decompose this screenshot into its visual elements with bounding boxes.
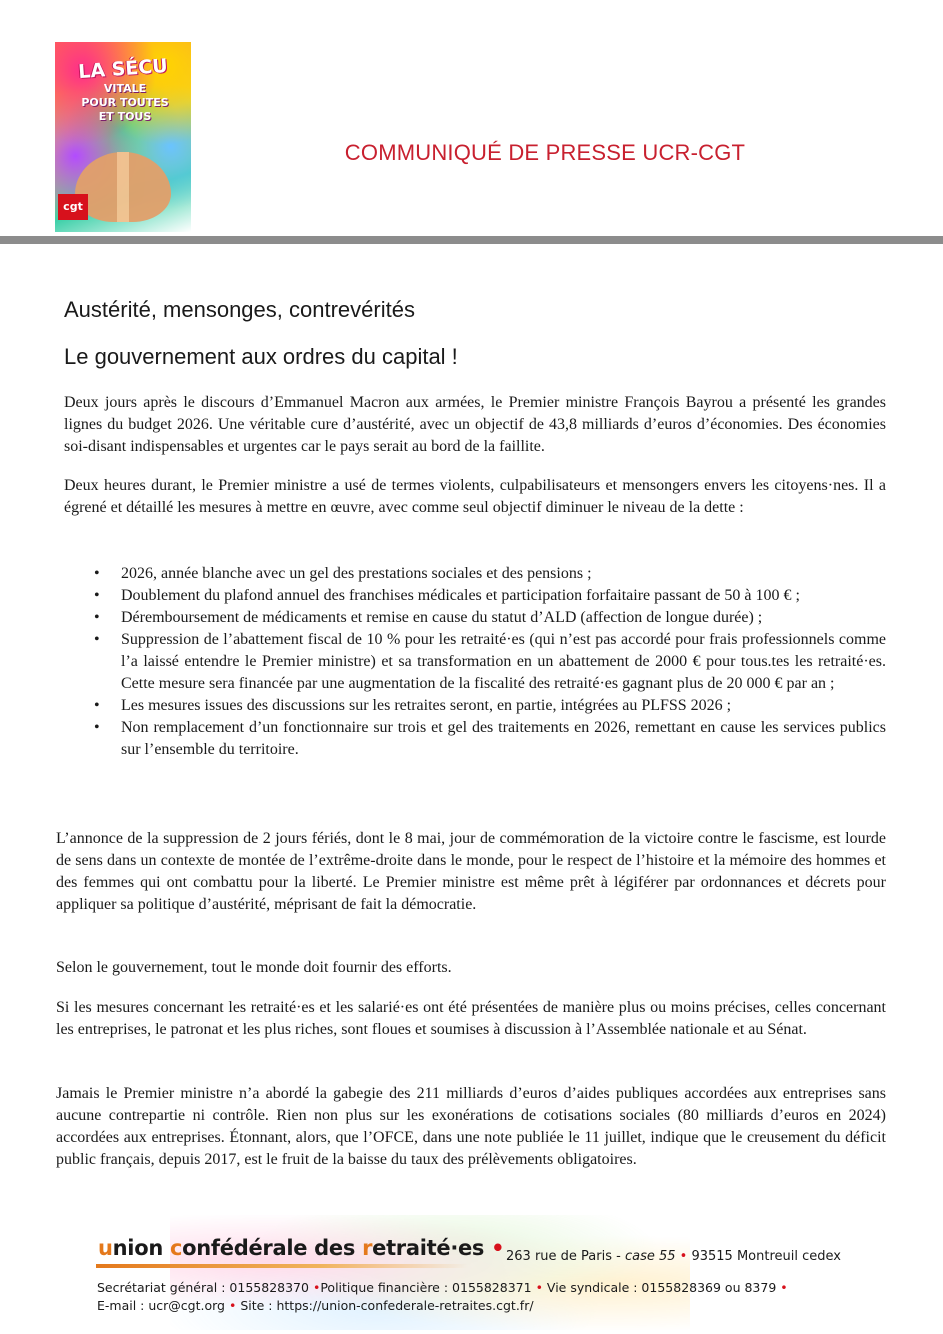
list-item: • Les mesures issues des discussions sur les retraites seront, en partie, intégrées au PLFSS 2026 ; <box>94 695 886 717</box>
contact-web <box>97 1298 534 1313</box>
contact-phones <box>97 1280 788 1295</box>
article-title: Austérité, mensonges, contrevérités <box>64 297 415 322</box>
address-street: 263 rue de Paris - <box>506 1249 625 1264</box>
organization-name <box>98 1236 504 1260</box>
org-initial: r <box>362 1236 373 1260</box>
phone-secretariat: Secrétariat général : 0155828370 <box>97 1280 309 1295</box>
red-bullet: • <box>312 1280 321 1295</box>
red-bullet: • <box>679 1249 688 1264</box>
press-release-title: COMMUNIQUÉ DE PRESSE UCR-CGT <box>344 140 746 165</box>
email-link[interactable]: E-mail : ucr@cgt.org <box>97 1298 225 1313</box>
phone-finance: Politique financière : 0155828371 <box>320 1280 532 1295</box>
postal-address <box>506 1249 841 1264</box>
logo-title: LA SÉCU <box>77 54 169 84</box>
paragraph-intro: Deux jours après le discours d’Emmanuel Macron aux armées, le Premier ministre François Bayrou a présenté les grandes lignes du budget 2026. Une véritable cure d’austérité, avec un objectif de 43,8 milliards d’euros d’économies. Des économies soi-disant indispensables et urgentes car le pays serait au bord de la faillite. <box>64 394 886 455</box>
website-link[interactable]: Site : https://union-confederale-retraites.cgt.fr/ <box>240 1298 534 1313</box>
cgt-badge: cgt <box>58 194 88 220</box>
logo-subtitle <box>65 82 185 124</box>
hands-illustration <box>75 152 171 222</box>
red-bullet: • <box>228 1298 237 1313</box>
red-bullet: • <box>780 1280 788 1295</box>
list-item: • Doublement du plafond annuel des franchises médicales et participation forfaitaire passant de 50 à 100 € ; <box>94 585 886 607</box>
org-text: nion <box>112 1236 170 1260</box>
paragraph-holidays: L’annonce de la suppression de 2 jours fériés, dont le 8 mai, jour de commémoration de la victoire contre le fascisme, est lourde de sens dans un contexte de montée de l’extrême-droite dans le monde, pour le respect de l’histoire et la mémoire des hommes et des femmes qui ont combattu pour la liberté. Le Premier ministre est même prêt à légiférer par ordonnances et décrets pour appliquer sa politique d’austérité, méprisant de fait la démocratie. <box>56 830 886 913</box>
list-item: • Déremboursement de médicaments et remise en cause du statut d’ALD (affection de longue durée) ; <box>94 607 886 629</box>
paragraph-measures-intro: Deux heures durant, le Premier ministre a usé de termes violents, culpabilisateurs et mensongers envers les citoyens·nes. Il a égrené et détaillé les mesures à mettre en œuvre, avec comme seul objectif diminuer le niveau de la dette : <box>64 477 886 516</box>
logo-subtitle-line: VITALE <box>103 82 147 95</box>
org-initial: u <box>98 1236 113 1260</box>
header-divider-bar <box>0 236 943 244</box>
paragraph-companies: Si les mesures concernant les retraité·es et les salarié·es ont été présentées de manière plus ou moins précises, celles concernant les entreprises, le patronat et les plus riches, sont floues et soumises à discussion à l’Assemblée nationale et au Sénat. <box>56 999 886 1038</box>
org-initial: c <box>170 1236 183 1260</box>
list-item: • Suppression de l’abattement fiscal de 10 % pour les retraité·es (qui n’est pas accordé pour frais professionnels comme l’a laissé entendre le Premier ministre) et sa transformation en un abattement de 2000 € pour tous.tes les retraité·es. Cette mesure sera financée par une augmentation de la fiscalité des retraité·es gagnant plus de 20 000 € par an ; <box>94 629 886 695</box>
org-underline <box>96 1264 468 1268</box>
red-bullet: • <box>491 1236 505 1260</box>
logo-subtitle-line: POUR TOUTES <box>81 96 169 109</box>
paragraph-efforts: Selon le gouvernement, tout le monde doit fournir des efforts. <box>56 959 452 976</box>
address-city: 93515 Montreuil cedex <box>691 1249 841 1264</box>
address-case: case 55 <box>624 1249 676 1264</box>
org-text: onfédérale des <box>182 1236 363 1260</box>
article-subtitle: Le gouvernement aux ordres du capital ! <box>64 344 458 369</box>
logo-subtitle-line: ET TOUS <box>98 110 152 123</box>
measures-list <box>94 563 886 761</box>
list-item: • Non remplacement d’un fonctionnaire sur trois et gel des traitements en 2026, remettant en cause les services publics sur l’ensemble du territoire. <box>94 717 886 761</box>
list-item: • 2026, année blanche avec un gel des prestations sociales et des pensions ; <box>94 563 886 585</box>
phone-union-life: Vie syndicale : 0155828369 ou 8379 <box>546 1280 777 1295</box>
paragraph-public-aid: Jamais le Premier ministre n’a abordé la gabegie des 211 milliards d’euros d’aides publiques accordées aux entreprises sans aucune contrepartie ni contrôle. Rien non plus sur les exonérations de cotisations sociales (80 milliards d’euros en 2024) accordées aux entreprises. Étonnant, alors, que l’OFCE, dans une note publiée le 11 juillet, indique que le creusement du déficit public français, depuis 2017, est le fruit de la baisse du taux des prélèvements obligatoires. <box>56 1085 886 1168</box>
la-secu-poster-logo <box>55 42 191 232</box>
org-text: etraité·es <box>372 1236 492 1260</box>
red-bullet: • <box>535 1280 543 1295</box>
